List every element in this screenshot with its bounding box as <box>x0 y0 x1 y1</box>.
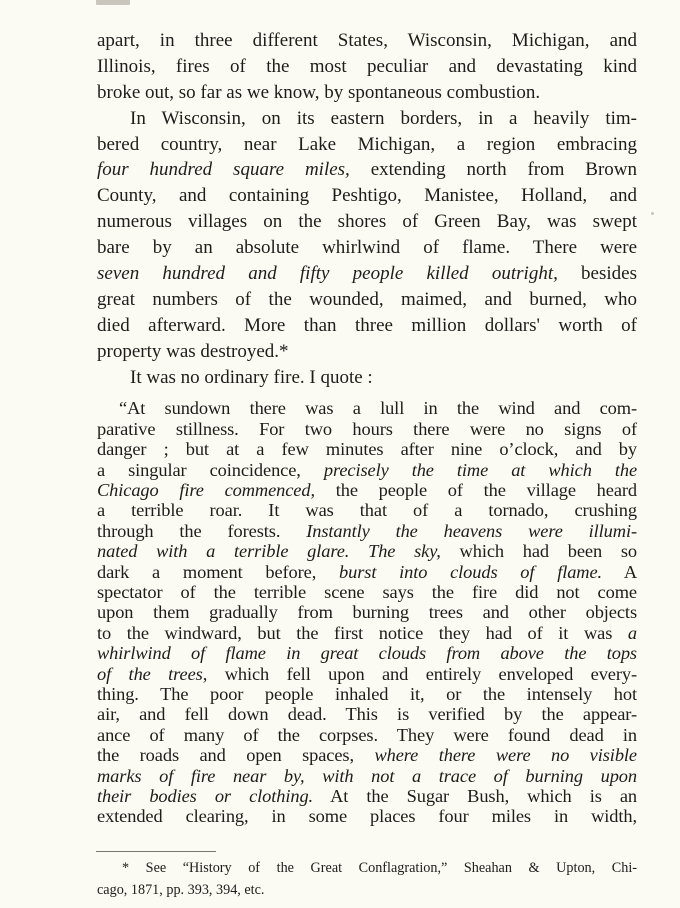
body-text <box>97 28 637 827</box>
quote-line <box>97 766 637 786</box>
emphasis: precisely the time at which the <box>323 459 637 480</box>
quote-line: nated with a terrible glare. The sky, which had been so <box>97 541 637 562</box>
paragraph-3 <box>97 365 637 391</box>
quote-line: through the forests. Instantly the heavens were illumi- <box>97 520 637 541</box>
emphasis: their bodies or clothing. <box>97 785 314 806</box>
quote-line: a terrible roar. It was that of a tornado, crushing <box>97 500 637 521</box>
emphasis: marks of fire near by, with not a trace of burning upon <box>97 765 637 786</box>
quote-line: of the trees, which fell upon and entirely enveloped every- <box>97 663 637 684</box>
quote-line: air, and fell down dead. This is verified by the appear- <box>97 704 637 725</box>
emphasis: four hundred square miles, <box>97 159 350 181</box>
footnote-rule <box>96 851 216 852</box>
cropped-page-number <box>96 0 130 5</box>
text-line: seven hundred and fifty people killed outright, besides <box>97 263 637 285</box>
margin-speck <box>651 212 654 215</box>
emphasis: nated with a terrible glare. <box>97 541 350 562</box>
quote-line: ance of many of the corpses. They were found dead in <box>97 724 637 745</box>
paragraph-2 <box>97 106 637 365</box>
emphasis: seven hundred and fifty people killed outright, <box>97 263 558 285</box>
quote-line: “At sundown there was a lull in the wind and com- <box>119 398 637 419</box>
text-line: It was no ordinary fire. I quote : <box>130 366 373 388</box>
emphasis: a <box>627 622 637 643</box>
text-line: died afterward. More than three million dollars' worth of <box>97 314 637 336</box>
emphasis: burst into clouds of flame. <box>339 561 603 582</box>
footnote-line: cago, 1871, pp. 393, 394, etc. <box>97 882 265 898</box>
text-line: County, and containing Peshtigo, Manistee, Holland, and <box>97 185 637 207</box>
text-line: apart, in three different States, Wisconsin, Michigan, and <box>97 30 637 51</box>
quote-line: Chicago fire commenced, the people of the village heard <box>97 480 637 501</box>
emphasis: Chicago fire commenced, <box>97 480 315 501</box>
quote-line: a singular coincidence, precisely the time at which the <box>97 459 637 480</box>
footnote-line: * See “History of the Great Conflagration,” Sheahan & Upton, Chi- <box>122 860 637 876</box>
text-line: numerous villages on the shores of Green Bay, was swept <box>97 211 637 233</box>
emphasis: Instantly the heavens were illumi- <box>306 520 637 541</box>
text-line: bered country, near Lake Michigan, a region embracing <box>97 133 637 155</box>
quote-line: spectator of the terrible scene says the fire did not come <box>97 581 637 602</box>
quote-line: dark a moment before, burst into clouds of flame. A <box>97 561 637 582</box>
footnote <box>97 857 637 901</box>
paragraph-1 <box>97 28 637 106</box>
text-line: bare by an absolute whirlwind of flame. There were <box>97 237 637 259</box>
quote-line: to the windward, but the first notice they had of it was a <box>97 622 637 643</box>
block-quote <box>97 398 637 826</box>
quote-line: danger ; but at a few minutes after nine o’clock, and by <box>97 439 637 460</box>
quote-line: thing. The poor people inhaled it, or the intensely hot <box>97 683 637 704</box>
footnote-reference-line: property was destroyed.* <box>97 340 289 362</box>
emphasis: whirlwind of flame in great clouds from above the tops <box>97 643 637 664</box>
quote-line: extended clearing, in some places four miles in width, <box>97 806 637 827</box>
emphasis: of the trees, <box>97 663 208 684</box>
text-line: Illinois, fires of the most peculiar and devastating kind <box>97 55 637 77</box>
emphasis: where there were no visible <box>374 745 637 766</box>
quote-line <box>97 643 637 663</box>
text-line: In Wisconsin, on its eastern borders, in a heavily tim- <box>130 107 637 129</box>
text-line: great numbers of the wounded, maimed, and burned, who <box>97 288 637 310</box>
quote-line: parative stillness. For two hours there were no signs of <box>97 418 637 439</box>
quote-line: upon them gradually from burning trees and other objects <box>97 602 637 623</box>
emphasis: The sky, <box>368 541 441 562</box>
quote-line: the roads and open spaces, where there were no visible <box>97 745 637 766</box>
text-line: broke out, so far as we know, by spontaneous combustion. <box>97 81 541 103</box>
quote-line: their bodies or clothing. At the Sugar Bush, which is an <box>97 785 637 806</box>
text-line: four hundred square miles, extending north from Brown <box>97 159 637 181</box>
